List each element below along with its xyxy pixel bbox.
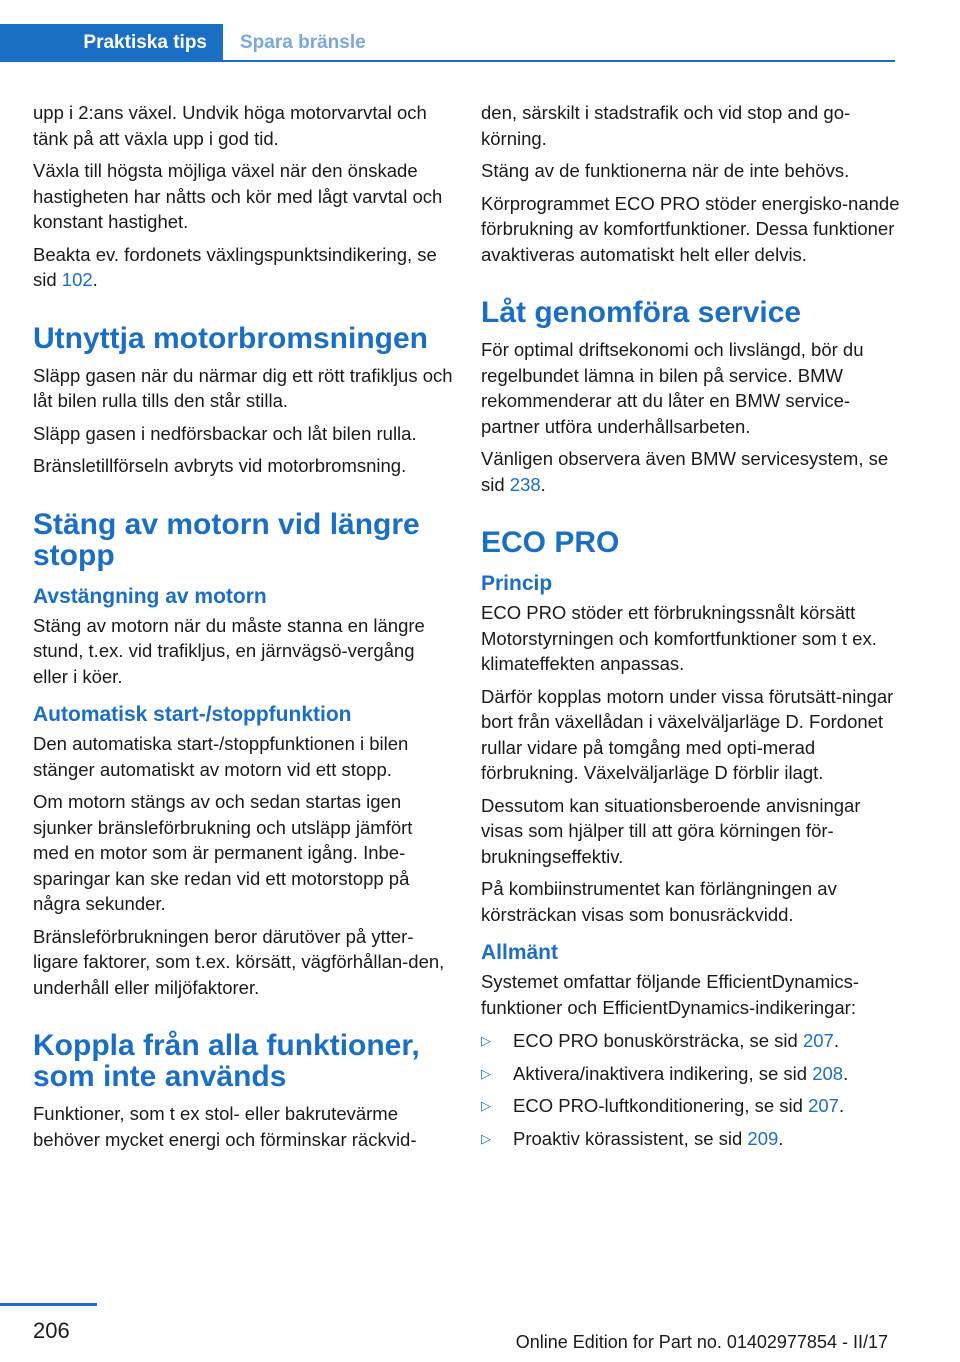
list-item-end: . — [833, 1030, 839, 1051]
section-heading: Stäng av motorn vid längre stopp — [33, 507, 420, 572]
paragraph: På kombiinstrumentet kan förlängningen av körsträckan visas som bonusräckvidd. — [481, 878, 837, 925]
list-item-end: . — [843, 1062, 849, 1084]
section-heading: Utnyttja motorbromsningen — [33, 321, 428, 355]
paragraph: Släpp gasen i nedförsbackar och låt bilen rulla. — [33, 422, 417, 444]
header-tab-inactive[interactable]: Spara bränsle — [240, 32, 366, 53]
list-item-end: . — [778, 1127, 784, 1149]
header-tab-active[interactable]: Praktiska tips — [0, 24, 223, 62]
list-item — [481, 1028, 901, 1054]
subsection-heading: Allmänt — [481, 941, 559, 964]
paragraph: Bränsletillförseln avbryts vid motorbromsning. — [33, 455, 407, 476]
page-reference-link[interactable]: 208 — [812, 1062, 844, 1084]
triangle-bullet-icon: ▷ — [481, 1033, 491, 1048]
paragraph-end: . — [92, 269, 98, 290]
paragraph: ECO PRO stöder ett förbrukningssnålt körsätt Motorstyrningen och komfortfunktioner som t ex. klimateffekten anpassas. — [481, 602, 877, 674]
list-item — [481, 1061, 901, 1087]
paragraph — [33, 242, 453, 293]
subsection-heading: Avstängning av motorn — [33, 584, 267, 608]
list-item-text: Proaktiv körassistent, se sid — [513, 1127, 748, 1149]
subsection-heading: Automatisk start-/stoppfunktion — [33, 703, 352, 726]
edition-note: Online Edition for Part no. 01402977854 - II/17 — [515, 1332, 888, 1352]
section-heading: ECO PRO — [481, 526, 620, 559]
paragraph: Stäng av motorn när du måste stanna en längre stund, t.ex. vid trafikljus, en järnvägsö-vergång eller i köer. — [33, 614, 425, 687]
page-header — [0, 24, 895, 62]
paragraph: Släpp gasen när du närmar dig ett rött trafikljus och låt bilen rulla tills den står stilla. — [33, 364, 453, 411]
list-item-text: ECO PRO bonuskörsträcka, se sid — [513, 1030, 803, 1051]
page-reference-link[interactable]: 207 — [808, 1095, 839, 1116]
paragraph: Körprogrammet ECO PRO stöder energisko-nande förbrukning av komfortfunktioner. Dessa funktioner avaktiveras automatiskt helt eller delvis. — [481, 192, 900, 265]
paragraph: Systemet omfattar följande EfficientDynamics-funktioner och EfficientDynamics-indikeringar: — [481, 971, 860, 1018]
footer-divider — [0, 1303, 97, 1306]
paragraph — [481, 446, 901, 497]
paragraph: Om motorn stängs av och sedan startas igen sjunker bränsleförbrukning och utsläpp jämfört med en motor som är permanent igång. Inbe-sparingar kan ske redan vid ett motorstopp på några sekunder. — [33, 791, 413, 914]
paragraph: Funktioner, som t ex stol- eller bakrutevärme behöver mycket energi och förminskar räckvid- — [33, 1103, 417, 1150]
list-item — [481, 1093, 901, 1119]
page-reference-link[interactable]: 238 — [509, 473, 541, 495]
list-item-text: Aktivera/inaktivera indikering, se sid — [513, 1062, 813, 1084]
paragraph: Växla till högsta möjliga växel när den önskade hastigheten har nåtts och kör med lågt varvtal och konstant hastighet. — [33, 160, 443, 232]
paragraph: Bränsleförbrukningen beror därutöver på ytter-ligare faktorer, som t.ex. körsätt, vägförhållan-den, underhåll eller miljöfaktorer. — [33, 925, 445, 998]
paragraph-end: . — [540, 473, 546, 495]
page-reference-link[interactable]: 102 — [61, 269, 93, 290]
paragraph: För optimal driftsekonomi och livslängd, bör du regelbundet lämna in bilen på service. BMW rekommenderar att du låter en BMW service-partner utföra underhållsarbeten. — [481, 339, 864, 437]
paragraph: Därför kopplas motorn under vissa förutsätt-ningar bort från växellådan i växelväljarläge D. Fordonet rullar vidare på tomgång med opti-merad förbrukning. Växelväljarläge D förblir ilagt. — [481, 685, 894, 783]
right-column — [481, 100, 901, 1158]
page-reference-link[interactable]: 209 — [747, 1127, 779, 1149]
list-item-end: . — [838, 1095, 845, 1116]
section-heading: Låt genomföra service — [481, 296, 802, 329]
paragraph: upp i 2:ans växel. Undvik höga motorvarvtal och tänk på att växla upp i god tid. — [33, 102, 427, 149]
paragraph: Dessutom kan situationsberoende anvisningar visas som hjälper till att göra körningen för-brukningseffektiv. — [481, 794, 861, 867]
triangle-bullet-icon: ▷ — [481, 1130, 491, 1146]
paragraph: den, särskilt i stadstrafik och vid stop and go-körning. — [481, 102, 851, 149]
triangle-bullet-icon: ▷ — [481, 1098, 491, 1113]
paragraph: Stäng av de funktionerna när de inte behövs. — [481, 160, 850, 181]
header-divider — [0, 60, 895, 62]
left-column — [33, 100, 453, 1159]
paragraph-text: Beakta ev. fordonets växlingspunktsindikering, se sid — [33, 243, 437, 290]
section-heading: Koppla från alla funktioner, som inte används — [33, 1029, 420, 1093]
list-item — [481, 1126, 901, 1152]
list-item-text: ECO PRO-luftkonditionering, se sid — [513, 1095, 809, 1116]
triangle-bullet-icon: ▷ — [481, 1065, 491, 1081]
feature-list — [481, 1028, 901, 1151]
paragraph-text: Vänligen observera även BMW servicesystem, se sid — [481, 448, 889, 495]
paragraph: Den automatiska start-/stoppfunktionen i bilen stänger automatiskt av motorn vid ett stopp. — [33, 733, 409, 780]
page-number: 206 — [33, 1318, 70, 1343]
page-reference-link[interactable]: 207 — [802, 1030, 834, 1051]
subsection-heading: Princip — [481, 572, 553, 595]
